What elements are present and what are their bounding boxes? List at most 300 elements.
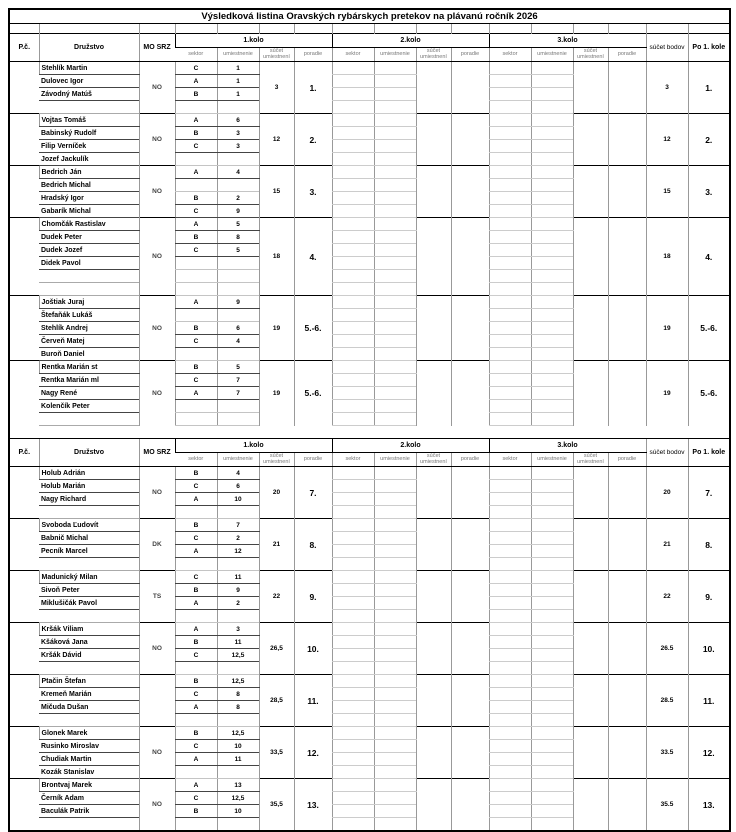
poradie-cell: 4. — [294, 218, 332, 296]
umiestnenie-cell: 1 — [217, 88, 259, 101]
umiestnenie-cell-kolo2 — [374, 348, 416, 361]
team-member-name: Kozák Stanislav — [39, 766, 139, 779]
umiestnenie-cell-kolo2 — [374, 335, 416, 348]
sektor-cell-kolo2 — [332, 270, 374, 283]
poradie-cell-kolo3 — [608, 361, 646, 426]
umiestnenie-cell: 2 — [217, 532, 259, 545]
sektor-cell: B — [175, 727, 217, 740]
mo-srz-cell: NO — [139, 296, 175, 361]
team-member-name — [39, 662, 139, 675]
umiestnenie-cell-kolo3 — [531, 140, 573, 153]
umiestnenie-cell-kolo3 — [531, 75, 573, 88]
umiestnenie-cell-kolo2 — [374, 114, 416, 127]
poradie-cell-kolo2 — [451, 114, 489, 166]
sektor-cell: B — [175, 192, 217, 205]
sektor-cell-kolo2 — [332, 688, 374, 701]
umiestnenie-cell-kolo2 — [374, 140, 416, 153]
sucet-umiestneni-cell: 19 — [259, 361, 294, 426]
umiestnenie-cell-kolo3 — [531, 127, 573, 140]
spacer-cell — [259, 24, 294, 34]
sektor-cell-kolo3 — [489, 675, 531, 688]
sektor-cell: C — [175, 792, 217, 805]
umiestnenie-cell: 9 — [217, 584, 259, 597]
umiestnenie-cell-kolo3 — [531, 610, 573, 623]
sektor-cell-kolo3 — [489, 701, 531, 714]
sektor-cell-kolo2 — [332, 571, 374, 584]
umiestnenie-cell-kolo3 — [531, 296, 573, 309]
spacer-cell — [9, 24, 39, 34]
poradie-cell-kolo2 — [451, 571, 489, 623]
sektor-cell-kolo2 — [332, 205, 374, 218]
sektor-cell-kolo3 — [489, 166, 531, 179]
spacer-cell — [489, 24, 531, 34]
umiestnenie-cell-kolo2 — [374, 571, 416, 584]
umiestnenie-cell-kolo2 — [374, 558, 416, 571]
sucet-umiestneni-cell: 19 — [259, 296, 294, 361]
poradie-cell-kolo3 — [608, 675, 646, 727]
umiestnenie-cell-kolo3 — [531, 218, 573, 231]
sucet-bodov-cell: 3 — [646, 62, 688, 114]
sektor-cell-kolo3 — [489, 244, 531, 257]
col-header-sucet-bodov: súčet bodov — [646, 34, 688, 62]
col-header-sucet-bodov: súčet bodov — [646, 439, 688, 467]
umiestnenie-cell-kolo2 — [374, 387, 416, 400]
sektor-cell-kolo2 — [332, 701, 374, 714]
sektor-cell-kolo3 — [489, 662, 531, 675]
umiestnenie-cell-kolo3 — [531, 623, 573, 636]
umiestnenie-cell-kolo3 — [531, 714, 573, 727]
col-header-kolo-1: 1.kolo — [175, 34, 332, 48]
umiestnenie-cell: 8 — [217, 701, 259, 714]
sucet-umiestneni-cell-kolo3 — [573, 296, 608, 361]
umiestnenie-cell — [217, 101, 259, 114]
sektor-cell-kolo2 — [332, 296, 374, 309]
umiestnenie-cell-kolo2 — [374, 779, 416, 792]
sektor-cell: A — [175, 701, 217, 714]
sektor-cell: B — [175, 322, 217, 335]
sektor-cell-kolo2 — [332, 114, 374, 127]
sektor-cell: A — [175, 296, 217, 309]
sektor-cell — [175, 153, 217, 166]
poradie-cell-kolo3 — [608, 114, 646, 166]
sektor-cell: C — [175, 244, 217, 257]
umiestnenie-cell: 12,5 — [217, 675, 259, 688]
sektor-cell-kolo2 — [332, 62, 374, 75]
umiestnenie-cell-kolo2 — [374, 270, 416, 283]
sektor-cell-kolo2 — [332, 309, 374, 322]
sektor-cell: B — [175, 467, 217, 480]
sub-header-sucet-umiestneni: súčet umiestnení — [259, 453, 294, 467]
sektor-cell-kolo3 — [489, 335, 531, 348]
sektor-cell-kolo2 — [332, 153, 374, 166]
umiestnenie-cell: 1 — [217, 62, 259, 75]
team-member-name: Babnič Michal — [39, 532, 139, 545]
sektor-cell-kolo2 — [332, 792, 374, 805]
umiestnenie-cell: 2 — [217, 597, 259, 610]
sektor-cell-kolo3 — [489, 597, 531, 610]
umiestnenie-cell-kolo2 — [374, 610, 416, 623]
sucet-umiestneni-cell-kolo3 — [573, 114, 608, 166]
sub-header-sucet-umiestneni: súčet umiestnení — [573, 48, 608, 62]
umiestnenie-cell-kolo2 — [374, 374, 416, 387]
sektor-cell-kolo3 — [489, 114, 531, 127]
umiestnenie-cell: 5 — [217, 218, 259, 231]
sub-header-umiestnenie: umiestnenie — [531, 453, 573, 467]
sucet-bodov-cell: 19 — [646, 296, 688, 361]
umiestnenie-cell-kolo2 — [374, 413, 416, 426]
umiestnenie-cell: 12 — [217, 545, 259, 558]
team-member-name: Baculák Patrik — [39, 805, 139, 818]
poradie-cell-kolo2 — [451, 62, 489, 114]
poradie-cell: 13. — [294, 779, 332, 832]
sucet-umiestneni-cell: 20 — [259, 467, 294, 519]
umiestnenie-cell: 7 — [217, 387, 259, 400]
poradie-cell: 5.-6. — [294, 361, 332, 426]
umiestnenie-cell-kolo3 — [531, 701, 573, 714]
po-1-kole-cell: 10. — [688, 623, 730, 675]
team-member-name: Gabarík Michal — [39, 205, 139, 218]
spacer-cell — [294, 24, 332, 34]
sektor-cell-kolo3 — [489, 467, 531, 480]
umiestnenie-cell — [217, 413, 259, 426]
sektor-cell: A — [175, 545, 217, 558]
sektor-cell-kolo2 — [332, 597, 374, 610]
umiestnenie-cell-kolo2 — [374, 740, 416, 753]
sub-header-sucet-umiestneni: súčet umiestnení — [573, 453, 608, 467]
poradie-cell: 8. — [294, 519, 332, 571]
umiestnenie-cell-kolo3 — [531, 558, 573, 571]
umiestnenie-cell-kolo2 — [374, 688, 416, 701]
sektor-cell-kolo3 — [489, 205, 531, 218]
pc-cell — [9, 166, 39, 218]
sub-header-poradie: poradie — [608, 453, 646, 467]
team-member-name: Glonek Marek — [39, 727, 139, 740]
sektor-cell-kolo3 — [489, 413, 531, 426]
sucet-umiestneni-cell-kolo3 — [573, 727, 608, 779]
sucet-bodov-cell: 20 — [646, 467, 688, 519]
team-row — [9, 779, 730, 792]
sucet-umiestneni-cell-kolo2 — [416, 675, 451, 727]
sucet-bodov-cell: 15 — [646, 166, 688, 218]
sucet-bodov-cell: 12 — [646, 114, 688, 166]
sektor-cell — [175, 270, 217, 283]
team-member-name: Holub Adrián — [39, 467, 139, 480]
team-row — [9, 62, 730, 75]
sektor-cell-kolo3 — [489, 322, 531, 335]
umiestnenie-cell-kolo2 — [374, 153, 416, 166]
sektor-cell: C — [175, 205, 217, 218]
poradie-cell-kolo2 — [451, 519, 489, 571]
umiestnenie-cell: 11 — [217, 753, 259, 766]
sektor-cell-kolo2 — [332, 727, 374, 740]
umiestnenie-cell-kolo2 — [374, 62, 416, 75]
sektor-cell — [175, 558, 217, 571]
sektor-cell: A — [175, 753, 217, 766]
spacer-cell — [573, 24, 608, 34]
sektor-cell-kolo2 — [332, 231, 374, 244]
sektor-cell-kolo2 — [332, 623, 374, 636]
mo-srz-cell: NO — [139, 62, 175, 114]
umiestnenie-cell-kolo2 — [374, 766, 416, 779]
sektor-cell: B — [175, 636, 217, 649]
umiestnenie-cell: 10 — [217, 740, 259, 753]
sub-header-poradie: poradie — [294, 48, 332, 62]
sub-header-sektor: sektor — [332, 48, 374, 62]
umiestnenie-cell-kolo3 — [531, 792, 573, 805]
results-table — [8, 8, 731, 832]
sektor-cell — [175, 257, 217, 270]
pc-cell — [9, 361, 39, 426]
sektor-cell-kolo2 — [332, 257, 374, 270]
sucet-umiestneni-cell-kolo2 — [416, 62, 451, 114]
sucet-umiestneni-cell-kolo3 — [573, 779, 608, 832]
team-member-name: Hradský Igor — [39, 192, 139, 205]
poradie-cell-kolo3 — [608, 727, 646, 779]
poradie-cell: 1. — [294, 62, 332, 114]
sucet-umiestneni-cell-kolo2 — [416, 727, 451, 779]
sektor-cell-kolo2 — [332, 558, 374, 571]
umiestnenie-cell: 9 — [217, 205, 259, 218]
col-header-mo-srz: MO SRZ — [139, 34, 175, 62]
col-header-kolo-2: 2.kolo — [332, 34, 489, 48]
sub-header-umiestnenie: umiestnenie — [531, 48, 573, 62]
sektor-cell: C — [175, 335, 217, 348]
sub-header-poradie: poradie — [451, 48, 489, 62]
umiestnenie-cell: 4 — [217, 467, 259, 480]
spacer-cell — [217, 24, 259, 34]
sektor-cell-kolo3 — [489, 688, 531, 701]
sektor-cell-kolo2 — [332, 818, 374, 832]
umiestnenie-cell: 12,5 — [217, 792, 259, 805]
team-member-name: Nagy Richard — [39, 493, 139, 506]
sektor-cell-kolo2 — [332, 88, 374, 101]
umiestnenie-cell: 12,5 — [217, 649, 259, 662]
mo-srz-cell — [139, 675, 175, 727]
umiestnenie-cell-kolo2 — [374, 244, 416, 257]
umiestnenie-cell-kolo3 — [531, 688, 573, 701]
header-row — [9, 439, 730, 453]
umiestnenie-cell-kolo2 — [374, 818, 416, 832]
umiestnenie-cell: 6 — [217, 480, 259, 493]
mo-srz-cell: NO — [139, 166, 175, 218]
umiestnenie-cell-kolo2 — [374, 101, 416, 114]
sektor-cell-kolo3 — [489, 270, 531, 283]
poradie-cell: 9. — [294, 571, 332, 623]
sektor-cell-kolo3 — [489, 636, 531, 649]
sektor-cell-kolo2 — [332, 101, 374, 114]
sucet-umiestneni-cell-kolo2 — [416, 361, 451, 426]
sucet-umiestneni-cell-kolo2 — [416, 218, 451, 296]
team-member-name — [39, 270, 139, 283]
sub-header-sektor: sektor — [489, 453, 531, 467]
sektor-cell-kolo2 — [332, 662, 374, 675]
sektor-cell-kolo3 — [489, 296, 531, 309]
header-row — [9, 34, 730, 48]
umiestnenie-cell: 3 — [217, 127, 259, 140]
team-member-name: Buroň Daniel — [39, 348, 139, 361]
sektor-cell-kolo2 — [332, 140, 374, 153]
sektor-cell-kolo3 — [489, 532, 531, 545]
sucet-bodov-cell: 21 — [646, 519, 688, 571]
sektor-cell-kolo3 — [489, 283, 531, 296]
sub-header-poradie: poradie — [451, 453, 489, 467]
sektor-cell-kolo3 — [489, 179, 531, 192]
umiestnenie-cell-kolo3 — [531, 101, 573, 114]
team-member-name: Kršák Dávid — [39, 649, 139, 662]
umiestnenie-cell — [217, 270, 259, 283]
umiestnenie-cell — [217, 558, 259, 571]
umiestnenie-cell-kolo2 — [374, 179, 416, 192]
team-member-name — [39, 283, 139, 296]
umiestnenie-cell: 6 — [217, 322, 259, 335]
sektor-cell-kolo3 — [489, 714, 531, 727]
umiestnenie-cell-kolo3 — [531, 335, 573, 348]
umiestnenie-cell-kolo3 — [531, 753, 573, 766]
title-row — [9, 9, 730, 24]
team-row — [9, 361, 730, 374]
umiestnenie-cell: 9 — [217, 296, 259, 309]
poradie-cell-kolo3 — [608, 623, 646, 675]
sektor-cell-kolo2 — [332, 714, 374, 727]
umiestnenie-cell: 8 — [217, 688, 259, 701]
pc-cell — [9, 675, 39, 727]
pc-cell — [9, 623, 39, 675]
sektor-cell-kolo2 — [332, 584, 374, 597]
team-member-name — [39, 413, 139, 426]
team-member-name: Stehlík Martin — [39, 62, 139, 75]
sucet-umiestneni-cell-kolo2 — [416, 114, 451, 166]
mo-srz-cell: NO — [139, 361, 175, 426]
po-1-kole-cell: 4. — [688, 218, 730, 296]
col-header-po-1-kole: Po 1. kole — [688, 34, 730, 62]
umiestnenie-cell: 5 — [217, 244, 259, 257]
sub-header-umiestnenie: umiestnenie — [374, 453, 416, 467]
po-1-kole-cell: 8. — [688, 519, 730, 571]
sektor-cell: A — [175, 166, 217, 179]
umiestnenie-cell-kolo2 — [374, 597, 416, 610]
team-member-name: Vojtas Tomáš — [39, 114, 139, 127]
umiestnenie-cell-kolo2 — [374, 753, 416, 766]
poradie-cell-kolo2 — [451, 727, 489, 779]
col-header-druzstvo: Družstvo — [39, 439, 139, 467]
spacer-cell — [374, 24, 416, 34]
sektor-cell-kolo3 — [489, 571, 531, 584]
sektor-cell: B — [175, 805, 217, 818]
team-row — [9, 727, 730, 740]
umiestnenie-cell: 13 — [217, 779, 259, 792]
team-member-name: Chudiak Martin — [39, 753, 139, 766]
sektor-cell-kolo2 — [332, 610, 374, 623]
sub-header-sektor: sektor — [489, 48, 531, 62]
spacer-cell — [175, 24, 217, 34]
team-member-name: Černík Adam — [39, 792, 139, 805]
sektor-cell-kolo3 — [489, 779, 531, 792]
sucet-umiestneni-cell-kolo3 — [573, 623, 608, 675]
umiestnenie-cell — [217, 257, 259, 270]
team-member-name: Jozef Jackulík — [39, 153, 139, 166]
umiestnenie-cell-kolo3 — [531, 192, 573, 205]
umiestnenie-cell-kolo3 — [531, 283, 573, 296]
umiestnenie-cell-kolo3 — [531, 597, 573, 610]
sub-header-sektor: sektor — [175, 48, 217, 62]
team-row — [9, 296, 730, 309]
sektor-cell — [175, 101, 217, 114]
sektor-cell-kolo3 — [489, 545, 531, 558]
sektor-cell: A — [175, 597, 217, 610]
umiestnenie-cell-kolo3 — [531, 153, 573, 166]
sektor-cell-kolo2 — [332, 283, 374, 296]
sektor-cell-kolo2 — [332, 75, 374, 88]
sektor-cell-kolo3 — [489, 127, 531, 140]
umiestnenie-cell-kolo3 — [531, 361, 573, 374]
umiestnenie-cell-kolo3 — [531, 374, 573, 387]
umiestnenie-cell: 6 — [217, 114, 259, 127]
team-member-name: Chomčák Rastislav — [39, 218, 139, 231]
sektor-cell-kolo2 — [332, 493, 374, 506]
umiestnenie-cell-kolo3 — [531, 519, 573, 532]
umiestnenie-cell-kolo3 — [531, 62, 573, 75]
sucet-umiestneni-cell-kolo2 — [416, 467, 451, 519]
sucet-umiestneni-cell-kolo3 — [573, 519, 608, 571]
team-member-name: Bedrich Ján — [39, 166, 139, 179]
sucet-umiestneni-cell-kolo3 — [573, 571, 608, 623]
umiestnenie-cell — [217, 309, 259, 322]
mo-srz-cell: TS — [139, 571, 175, 623]
sektor-cell-kolo2 — [332, 179, 374, 192]
umiestnenie-cell: 3 — [217, 140, 259, 153]
sektor-cell: C — [175, 688, 217, 701]
team-row — [9, 114, 730, 127]
umiestnenie-cell-kolo3 — [531, 257, 573, 270]
sektor-cell: A — [175, 387, 217, 400]
team-member-name: Dulovec Igor — [39, 75, 139, 88]
team-member-name: Závodný Matúš — [39, 88, 139, 101]
sub-header-poradie: poradie — [608, 48, 646, 62]
umiestnenie-cell-kolo2 — [374, 231, 416, 244]
umiestnenie-cell-kolo3 — [531, 231, 573, 244]
umiestnenie-cell-kolo2 — [374, 519, 416, 532]
sektor-cell — [175, 506, 217, 519]
poradie-cell: 2. — [294, 114, 332, 166]
sektor-cell-kolo2 — [332, 413, 374, 426]
sektor-cell-kolo2 — [332, 519, 374, 532]
sub-header-sucet-umiestneni: súčet umiestnení — [416, 453, 451, 467]
spacer-cell — [139, 24, 175, 34]
po-1-kole-cell: 7. — [688, 467, 730, 519]
sektor-cell-kolo3 — [489, 493, 531, 506]
umiestnenie-cell-kolo2 — [374, 805, 416, 818]
umiestnenie-cell-kolo2 — [374, 467, 416, 480]
umiestnenie-cell-kolo3 — [531, 571, 573, 584]
umiestnenie-cell-kolo2 — [374, 361, 416, 374]
sektor-cell-kolo2 — [332, 766, 374, 779]
team-member-name — [39, 818, 139, 832]
sektor-cell-kolo2 — [332, 322, 374, 335]
sektor-cell-kolo2 — [332, 127, 374, 140]
team-member-name: Stehlík Andrej — [39, 322, 139, 335]
sektor-cell-kolo3 — [489, 584, 531, 597]
team-member-name — [39, 506, 139, 519]
sucet-bodov-cell: 35.5 — [646, 779, 688, 832]
sektor-cell-kolo2 — [332, 166, 374, 179]
team-member-name: Filip Verníček — [39, 140, 139, 153]
sucet-umiestneni-cell-kolo2 — [416, 623, 451, 675]
umiestnenie-cell-kolo2 — [374, 532, 416, 545]
po-1-kole-cell: 11. — [688, 675, 730, 727]
sektor-cell — [175, 348, 217, 361]
sektor-cell — [175, 766, 217, 779]
sektor-cell-kolo3 — [489, 623, 531, 636]
